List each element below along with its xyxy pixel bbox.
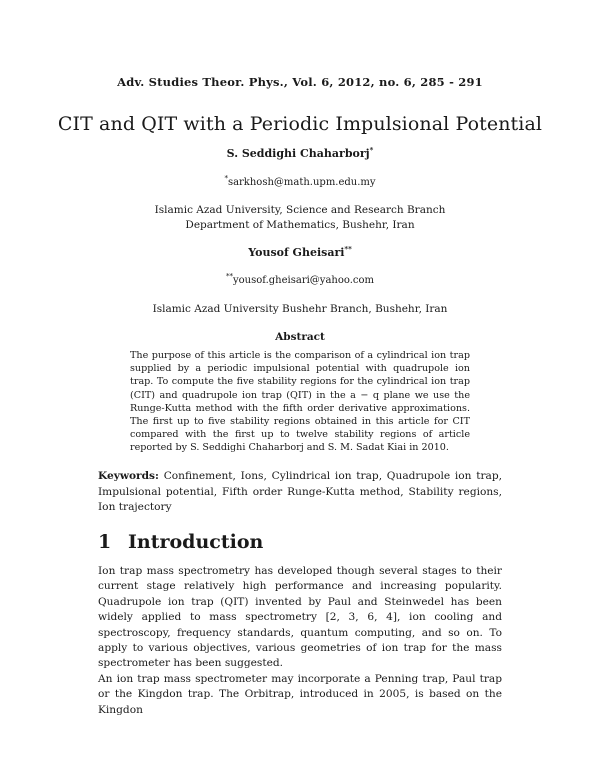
author-1-email-mark: * bbox=[224, 174, 228, 183]
author-1-mark: * bbox=[369, 145, 374, 155]
author-1 bbox=[0, 147, 600, 160]
intro-paragraph-2: An ion trap mass spectrometer may incorporate a Penning trap, Paul trap or the Kingdon trap. The Orbitrap, introduced in 2005, is based on the Kingdon bbox=[98, 672, 502, 716]
author-2-email-text: yousof.gheisari@yahoo.com bbox=[232, 275, 374, 286]
author-2-affiliation-line-1: Islamic Azad University Bushehr Branch, Bushehr, Iran bbox=[152, 303, 448, 315]
author-1-affiliation bbox=[0, 203, 600, 233]
keywords-label: Keywords: bbox=[98, 470, 159, 482]
author-1-affiliation-line-2: Department of Mathematics, Bushehr, Iran bbox=[185, 219, 415, 231]
author-2-name: Yousof Gheisari bbox=[248, 246, 345, 259]
author-1-affiliation-line-1: Islamic Azad University, Science and Research Branch bbox=[154, 204, 446, 216]
journal-header: Adv. Studies Theor. Phys., Vol. 6, 2012, no. 6, 285 - 291 bbox=[117, 75, 483, 89]
author-2 bbox=[0, 246, 600, 259]
author-2-affiliation bbox=[0, 302, 600, 317]
author-1-email bbox=[0, 174, 600, 188]
author-2-mark: ** bbox=[344, 244, 352, 254]
author-1-name: S. Seddighi Chaharborj bbox=[226, 147, 370, 160]
author-2-email-mark: ** bbox=[225, 272, 233, 281]
section-number: 1 bbox=[98, 531, 112, 553]
abstract-text: The purpose of this article is the comparison of a cylindrical ion trap supplied by a periodic impulsional potential with quadrupole ion trap. To compute the five stability regions for the cylindrical ion trap (CIT) and quadrupole ion trap (QIT) in the a − q plane we use the Runge-Kutta method with the fifth order derivative approximations. The first up to five stability regions obtained in this article for CIT compared with the first up to twelve stability regions of article reported by S. Seddighi Chaharborj and S. M. Sadat Kiai in 2010. bbox=[130, 350, 470, 454]
keywords-text: Confinement, Ions, Cylindrical ion trap, Quadrupole ion trap, Impulsional potential, Fifth order Runge-Kutta method, Stability regions, Ion trajectory bbox=[98, 470, 503, 513]
section-heading bbox=[98, 531, 263, 553]
intro-paragraph-1: Ion trap mass spectrometry has developed though several stages to their current stage relatively high performance and increasing popularity. Quadrupole ion trap (QIT) invented by Paul and Steinwedel has been widely applied to mass spectrometry [2, 3, 6, 4], ion cooling and spectroscopy, frequency standards, quantum computing, and so on. To apply to various objectives, various geometries of ion trap for the mass spectrometer has been suggested. bbox=[98, 565, 502, 670]
abstract-heading: Abstract bbox=[275, 331, 325, 343]
section-title: Introduction bbox=[128, 531, 264, 553]
introduction-body bbox=[98, 564, 502, 718]
author-1-email-text: sarkhosh@math.upm.edu.my bbox=[227, 177, 376, 188]
paper-title: CIT and QIT with a Periodic Impulsional Potential bbox=[57, 113, 543, 135]
keywords bbox=[98, 469, 502, 516]
author-2-email bbox=[0, 272, 600, 286]
